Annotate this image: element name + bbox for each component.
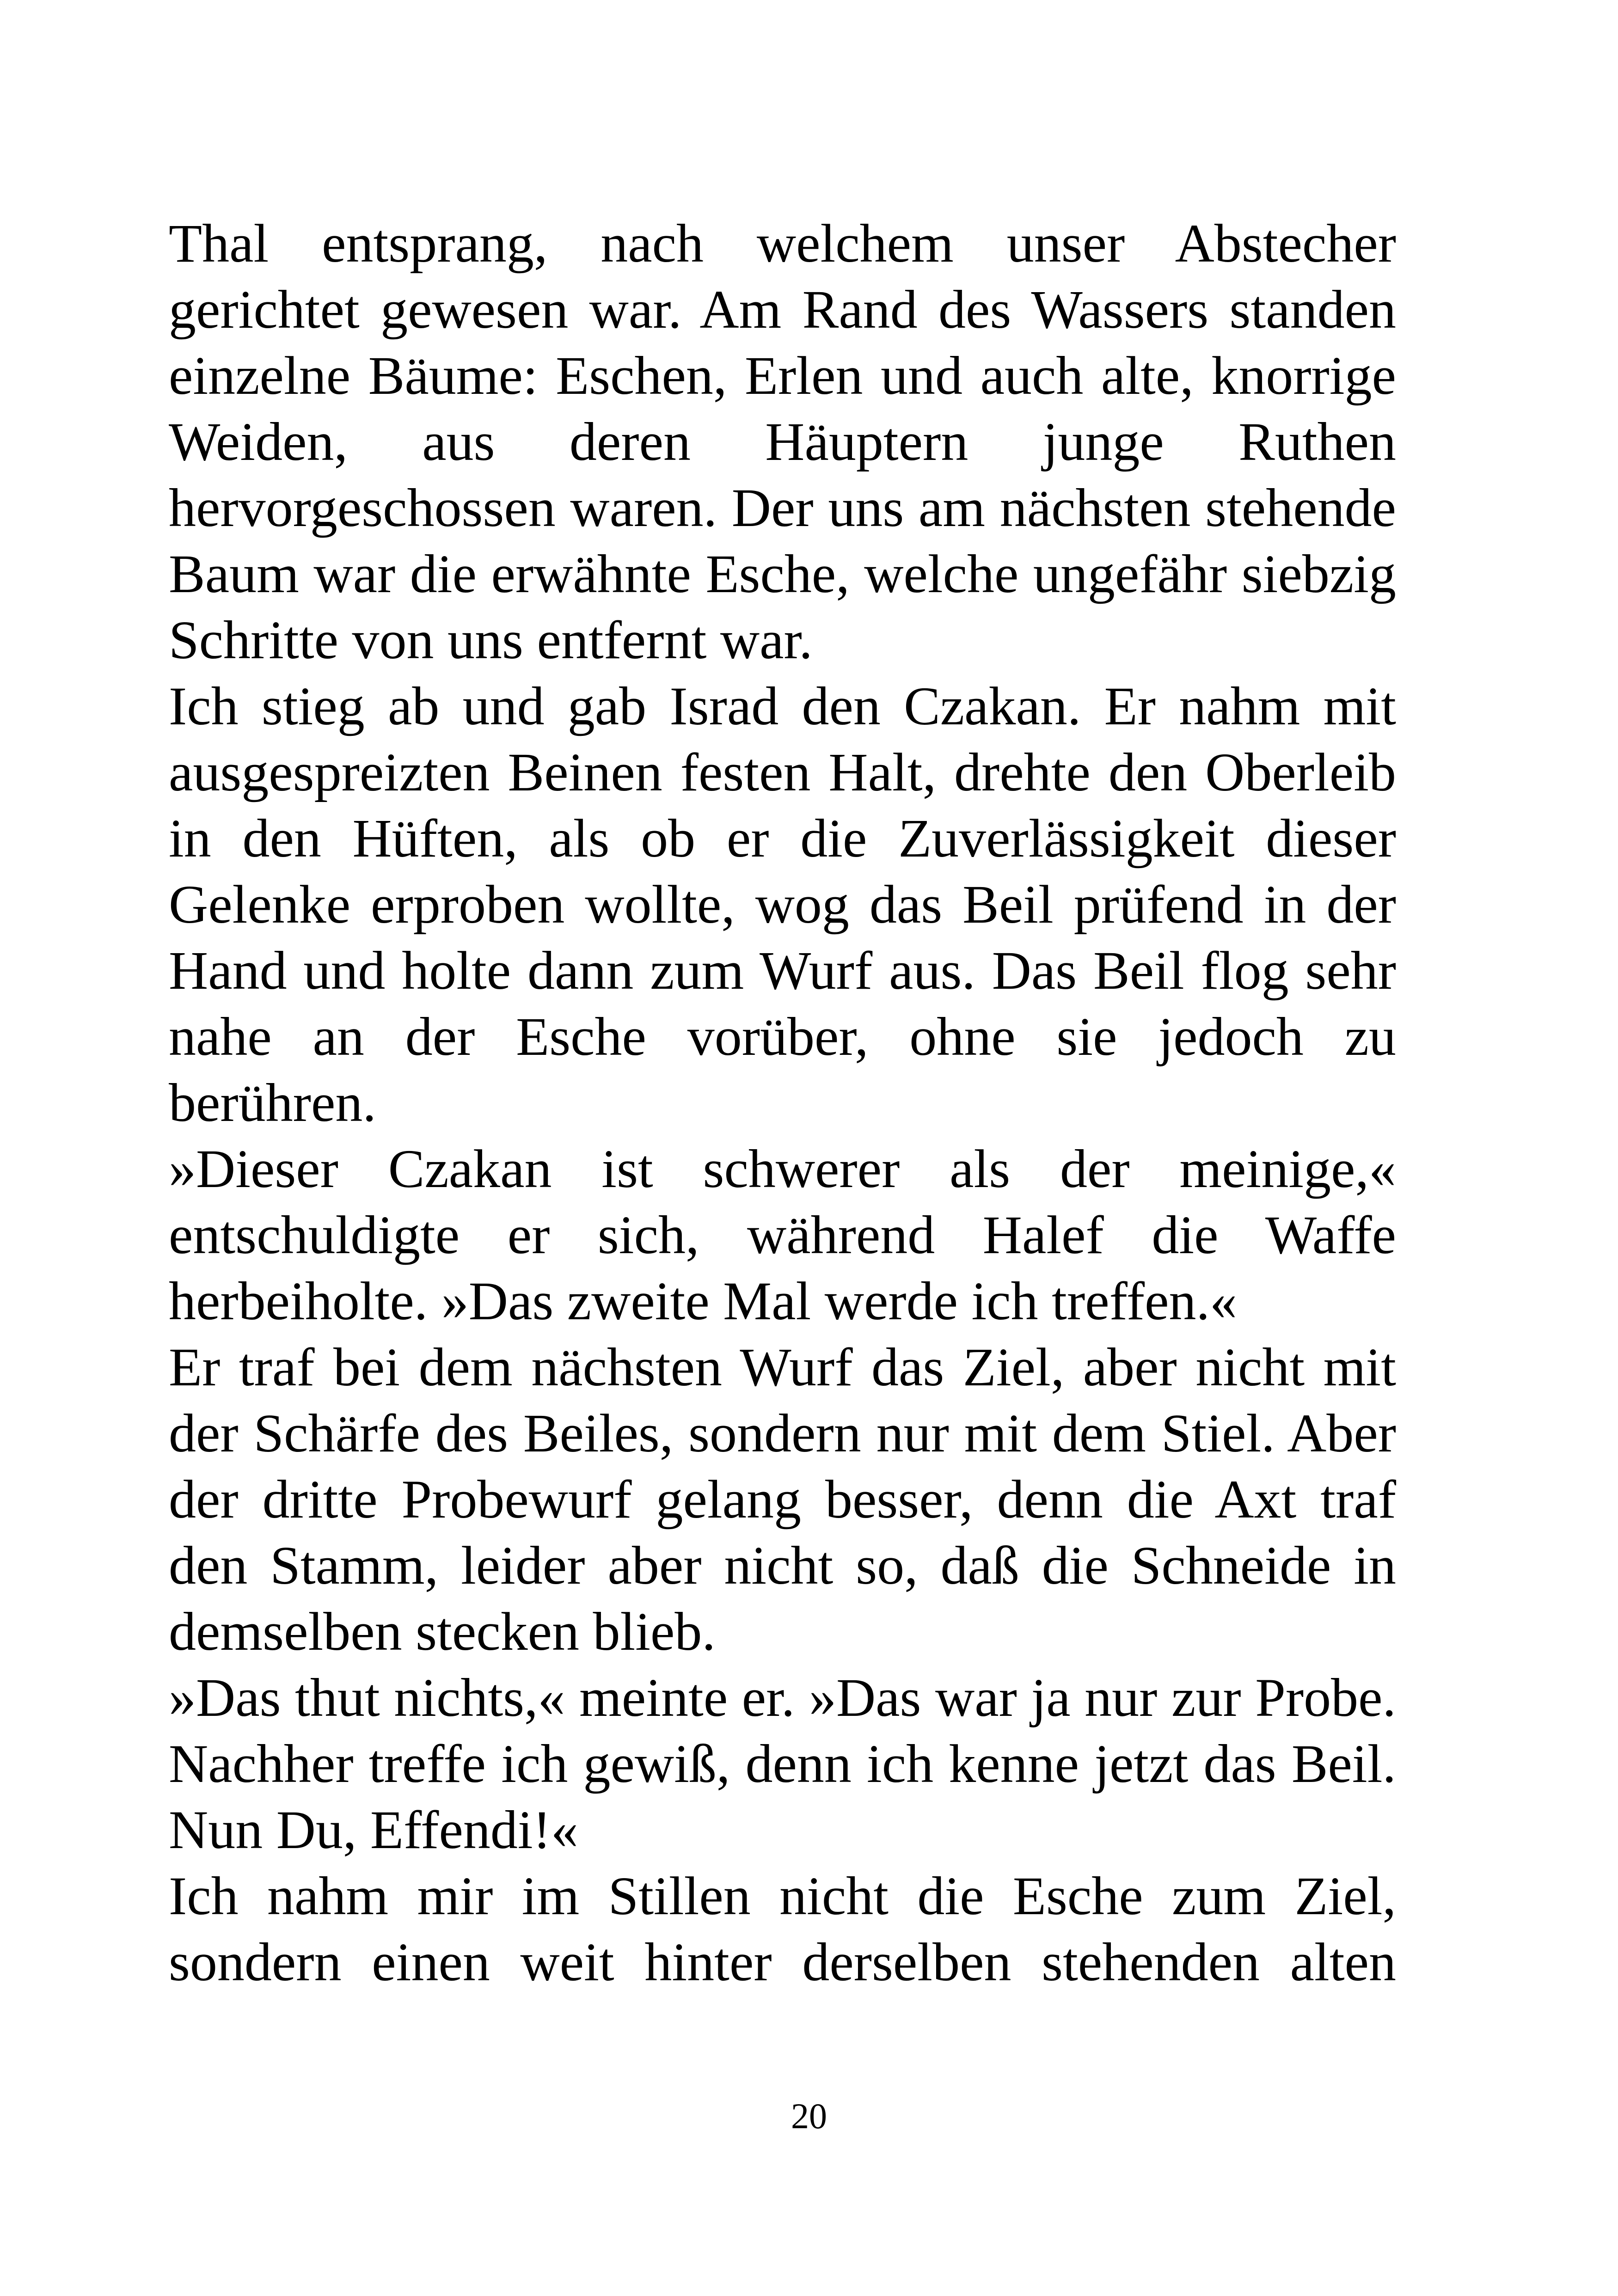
page-number: 20 [791,2096,827,2136]
paragraph: »Dieser Czakan ist schwerer als der meinige,« entschuldigte er sich, während Halef die Waffe herbeiholte. »Das zweite Mal werde ich treffen.« [169,1139,1396,1331]
paragraph: Ich nahm mir im Stillen nicht die Esche zum Ziel, sondern einen weit hinter derselben stehenden alten [169,1866,1396,1992]
paragraph: Er traf bei dem nächsten Wurf das Ziel, aber nicht mit der Schärfe des Beiles, sondern nur mit dem Stiel. Aber der dritte Probewurf gelang besser, denn die Axt traf den Stamm, leider aber nicht so, daß die Schneide in demselben stecken blieb. [169,1337,1396,1662]
body-text [169,210,1396,1995]
paragraph: »Das thut nichts,« meinte er. »Das war ja nur zur Probe. Nachher treffe ich gewiß, denn ich kenne jetzt das Beil. Nun Du, Effendi!« [169,1667,1396,1860]
paragraph: Ich stieg ab und gab Israd den Czakan. Er nahm mit ausgespreizten Beinen festen Halt, drehte den Oberleib in den Hüften, als ob er die Zuverlässigkeit dieser Gelenke erproben wollte, wog das Beil prüfend in der Hand und holte dann zum Wurf aus. Das Beil flog sehr nahe an der Esche vorüber, ohne sie jedoch zu berühren. [169,676,1396,1133]
paragraph: Thal entsprang, nach welchem unser Abstecher gerichtet gewesen war. Am Rand des Wassers standen einzelne Bäume: Eschen, Erlen und auch alte, knorrige Weiden, aus deren Häuptern junge Ruthen hervorgeschossen waren. Der uns am nächsten stehende Baum war die erwähnte Esche, welche ungefähr siebzig Schritte von uns entfernt war. [169,213,1396,670]
